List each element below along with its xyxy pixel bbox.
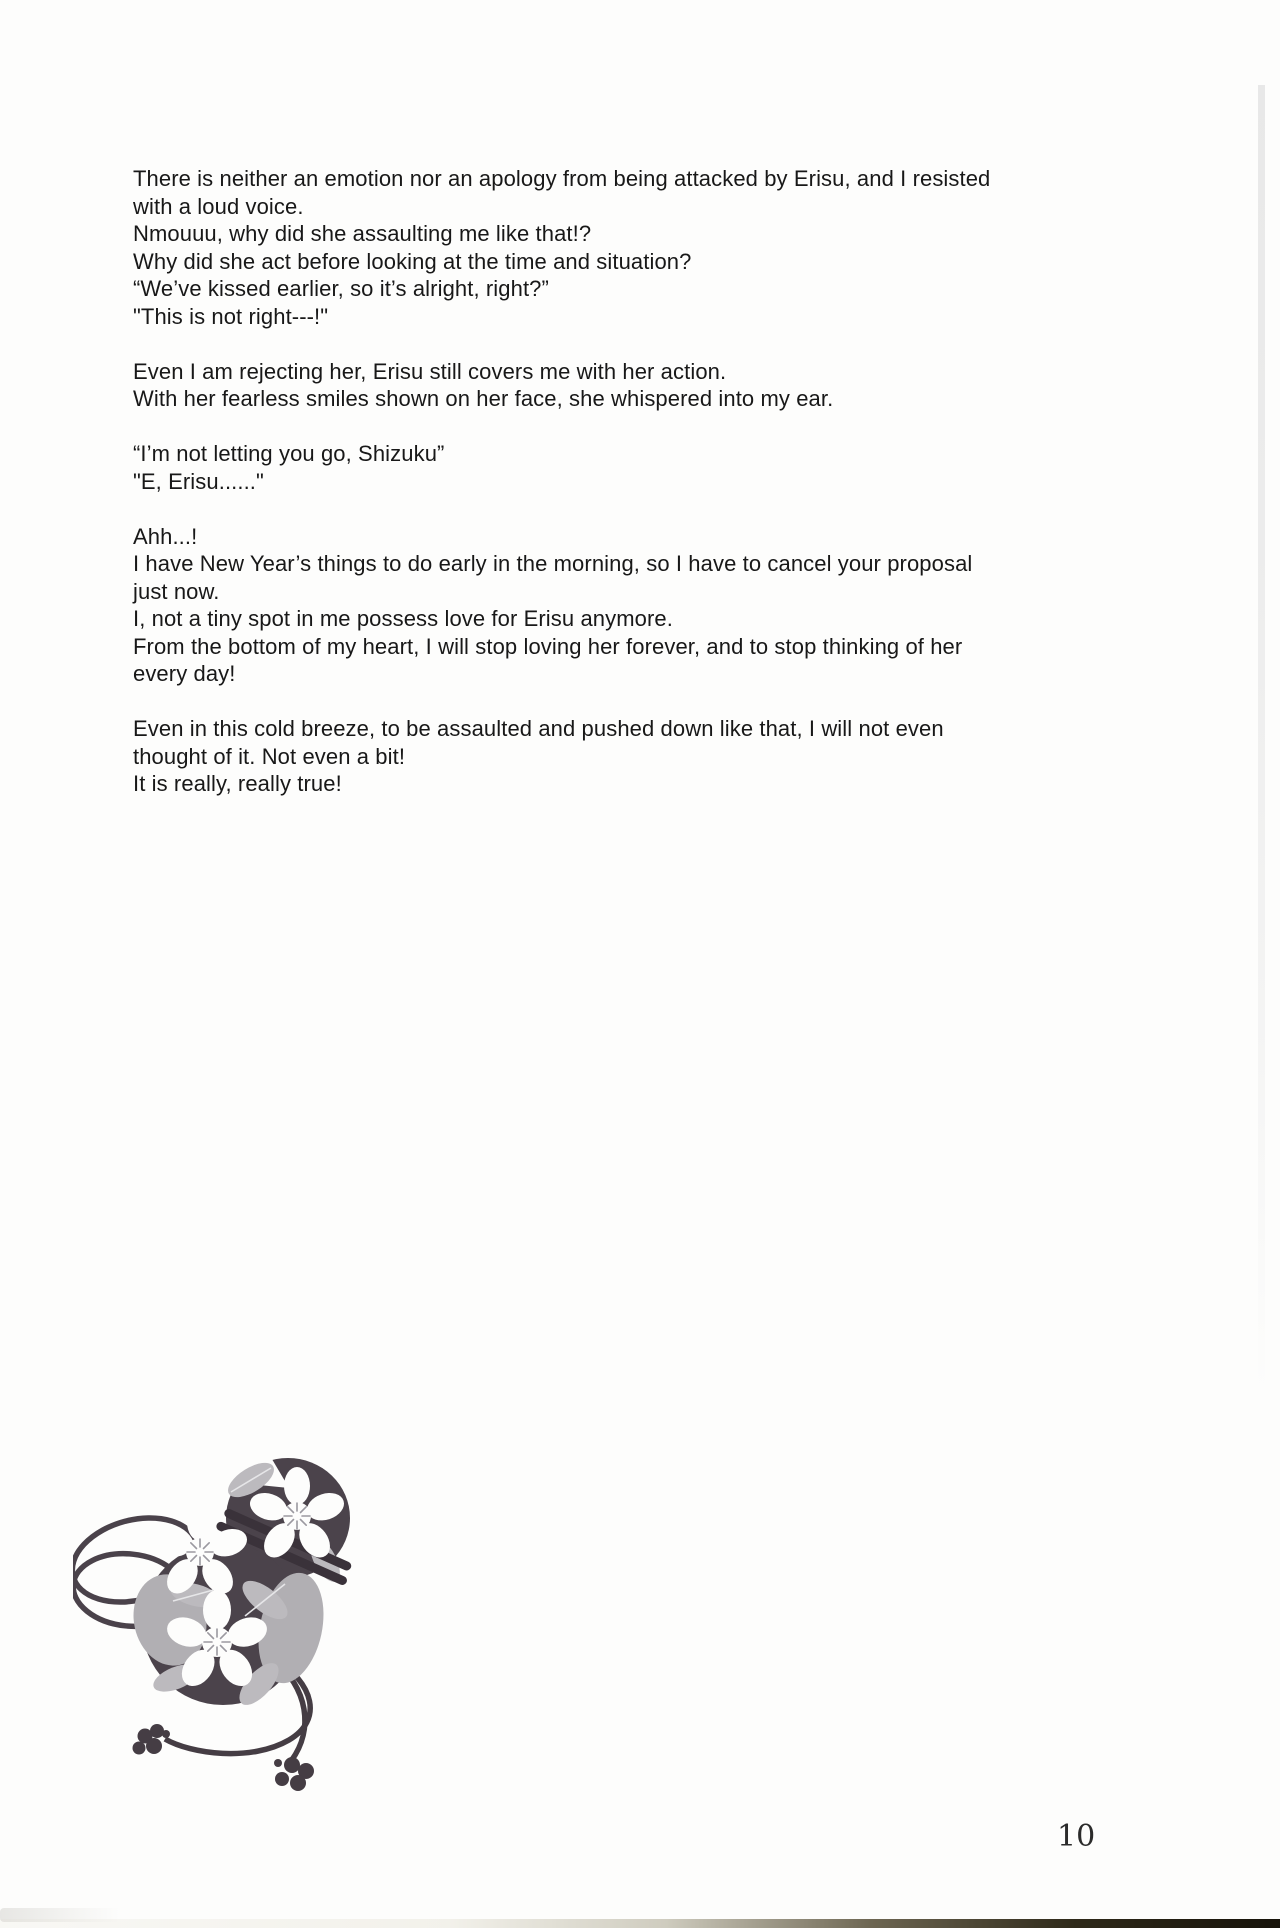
text-line: every day! bbox=[133, 661, 236, 686]
text-line: With her fearless smiles shown on her face, she whispered into my ear. bbox=[133, 386, 834, 411]
paragraph bbox=[133, 165, 990, 330]
text-line: Why did she act before looking at the time and situation? bbox=[133, 248, 692, 274]
text-line: There is neither an emotion nor an apology from being attacked by Erisu, and I resisted bbox=[133, 166, 991, 191]
sakura-gourd-tassel-illustration bbox=[73, 1452, 358, 1792]
text-line: just now. bbox=[133, 578, 220, 604]
text-line: From the bottom of my heart, I will stop loving her forever, and to stop thinking of her bbox=[133, 633, 963, 659]
story-text-block bbox=[133, 165, 990, 798]
text-line: "This is not right---!" bbox=[133, 303, 329, 329]
text-line: Nmouuu, why did she assaulting me like that!? bbox=[133, 221, 592, 246]
page-number: 10 bbox=[1057, 1819, 1096, 1854]
text-line: It is really, really true! bbox=[133, 771, 342, 796]
scan-right-edge-shadow bbox=[1258, 85, 1265, 1395]
text-line: “I’m not letting you go, Shizuku” bbox=[133, 441, 445, 466]
paragraph bbox=[133, 523, 990, 688]
scan-bottom-edge bbox=[0, 1919, 1280, 1928]
text-line: Even I am rejecting her, Erisu still covers me with her action. bbox=[133, 358, 727, 384]
paragraph bbox=[133, 715, 990, 798]
text-line: Ahh...! bbox=[133, 523, 198, 549]
text-line: “We’ve kissed earlier, so it’s alright, right?” bbox=[133, 276, 549, 301]
text-line: thought of it. Not even a bit! bbox=[133, 743, 406, 769]
text-line: with a loud voice. bbox=[133, 193, 304, 219]
paragraph bbox=[133, 358, 990, 413]
sakura-gourd-tassel-icon bbox=[73, 1452, 358, 1792]
text-line: I, not a tiny spot in me possess love for Erisu anymore. bbox=[133, 606, 673, 631]
text-line: Even in this cold breeze, to be assaulted and pushed down like that, I will not even bbox=[133, 716, 944, 741]
paragraph bbox=[133, 440, 990, 495]
text-line: I have New Year’s things to do early in the morning, so I have to cancel your proposal bbox=[133, 551, 973, 576]
text-line: "E, Erisu......" bbox=[133, 468, 264, 494]
